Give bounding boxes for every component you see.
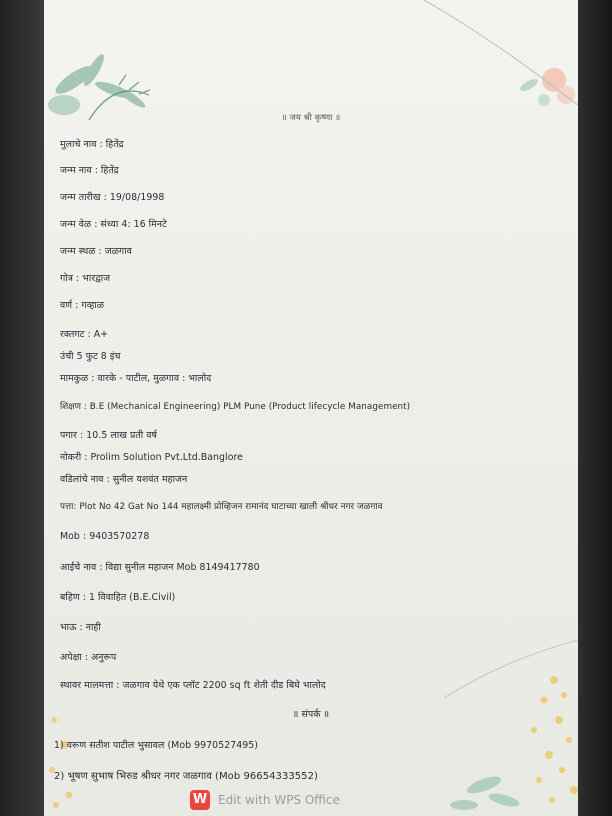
wps-logo-icon: W <box>190 790 210 810</box>
page-header: ॥ जय श्री कृष्णा ॥ <box>281 113 341 123</box>
field-complexion: वर्ण : गव्हाळ <box>60 300 105 311</box>
contact-item: 2) भूषण सुभाष भिरुड श्रीधर नगर जळगाव (Mob 96654333552) <box>54 771 318 782</box>
field-address: पत्ता: Plot No 42 Gat No 144 महालक्ष्मी प्रोव्हिजन रामानंद घाटाच्या खाली श्रीधर नगर जळगाव <box>60 502 383 512</box>
field-property: स्थावर मालमत्ता : जळगाव येथे एक प्लॉट 2200 sq ft शेती दीड बिघे भालोद <box>60 680 326 691</box>
field-expectation: अपेक्षा : अनुरूप <box>60 652 117 663</box>
field-groom-name: मुलाचे नाव : हितेंद्र <box>60 139 124 150</box>
field-height: उंची 5 फुट 8 इंच <box>60 351 121 362</box>
wps-watermark <box>190 788 340 812</box>
page-crease <box>444 640 578 700</box>
field-gotra: गोत्र : भारद्वाज <box>60 273 111 284</box>
wps-watermark-text: Edit with WPS Office <box>218 793 340 807</box>
field-blood-group: रक्तगट : A+ <box>60 329 109 340</box>
field-salary: पगार : 10.5 लाख प्रती वर्ष <box>60 430 157 441</box>
field-birth-name: जन्म नाव : हितेंद्र <box>60 165 119 176</box>
field-sister: बहिण : 1 विवाहित (B.E.Civil) <box>60 592 176 603</box>
contact-item: 1) वरूण सतीश पाटील भुसावल (Mob 9970527495) <box>54 740 258 751</box>
field-birth-time: जन्म वेळ : संध्या 4: 16 मिनटे <box>60 219 167 230</box>
field-education: शिक्षण : B.E (Mechanical Engineering) PLM Pune (Product lifecycle Management) <box>60 402 411 412</box>
screen-right-edge <box>578 0 612 816</box>
field-father-name: वडिलांचे नाव : सुनील यशवंत महाजन <box>60 474 188 485</box>
field-job: नोकरी : Prolim Solution Pvt.Ltd.Banglore <box>60 452 243 463</box>
document-page <box>44 0 578 816</box>
field-birth-date: जन्म तारीख : 19/08/1998 <box>60 192 165 203</box>
field-brother: भाऊ : नाही <box>60 622 101 633</box>
contact-heading: ॥ संपर्क ॥ <box>292 709 330 720</box>
field-maternal-family: मामकुळ : वारके - पाटील, मुळगाव : भालोद <box>60 373 212 384</box>
field-mobile: Mob : 9403570278 <box>60 531 150 542</box>
field-mother-name: आईचे नाव : विद्या सुनील महाजन Mob 8149417780 <box>60 562 260 573</box>
screen-left-edge <box>0 0 44 816</box>
field-birth-place: जन्म स्थळ : जळगाव <box>60 246 132 257</box>
page-crease <box>404 0 578 110</box>
